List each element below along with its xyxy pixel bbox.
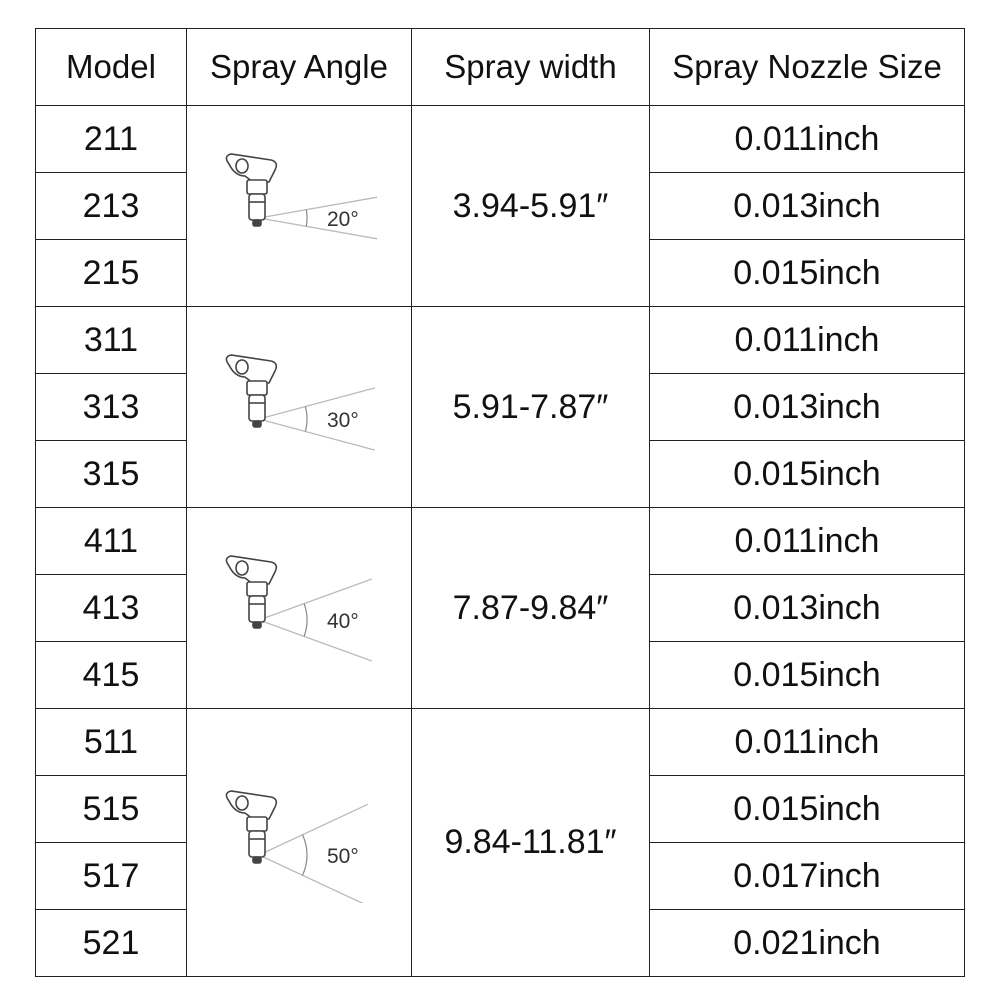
spray-angle-label: 20° [327,208,359,231]
model-cell: 215 [36,240,187,307]
nozzle-size-cell: 0.015inch [650,642,965,709]
angle-arc [306,210,307,227]
tip-body [226,154,276,226]
angle-arc [305,407,307,432]
tip-body [226,556,276,628]
nozzle-size-cell: 0.011inch [650,307,965,374]
model-cell: 311 [36,307,187,374]
spray-width-cell: 3.94-5.91″ [412,106,650,307]
model-cell: 315 [36,441,187,508]
model-cell: 213 [36,173,187,240]
nozzle-size-cell: 0.013inch [650,374,965,441]
header-nozzle-size: Spray Nozzle Size [650,29,965,106]
model-cell: 517 [36,843,187,910]
model-cell: 313 [36,374,187,441]
spray-tip-spec-table [35,28,965,977]
spray-angle-cell [187,709,412,977]
header-row [36,29,965,106]
nozzle-size-cell: 0.017inch [650,843,965,910]
spray-fan-lines [259,197,377,239]
spray-width-cell: 7.87-9.84″ [412,508,650,709]
spray-angle-label: 30° [327,409,359,432]
nozzle-size-cell: 0.013inch [650,173,965,240]
spray-angle-cell [187,307,412,508]
spray-tip-icon [209,146,389,266]
header-spray-angle: Spray Angle [187,29,412,106]
model-cell: 415 [36,642,187,709]
nozzle-size-cell: 0.011inch [650,106,965,173]
table-row [36,106,965,173]
nozzle-size-cell: 0.015inch [650,776,965,843]
nozzle-size-cell: 0.013inch [650,575,965,642]
model-cell: 515 [36,776,187,843]
nozzle-size-cell: 0.011inch [650,709,965,776]
spray-angle-label: 40° [327,610,359,633]
spray-tip-icon [209,347,389,467]
spray-angle-cell [187,106,412,307]
tip-body [226,791,276,863]
model-cell: 211 [36,106,187,173]
angle-arc [303,834,308,875]
table-row [36,709,965,776]
header-model: Model [36,29,187,106]
model-cell: 411 [36,508,187,575]
nozzle-size-cell: 0.011inch [650,508,965,575]
nozzle-size-cell: 0.021inch [650,910,965,977]
nozzle-size-cell: 0.015inch [650,441,965,508]
table-body [36,106,965,977]
spray-width-cell: 5.91-7.87″ [412,307,650,508]
table-row [36,508,965,575]
spray-angle-label: 50° [327,844,359,868]
angle-arc [304,604,307,637]
model-cell: 413 [36,575,187,642]
model-cell: 511 [36,709,187,776]
table-row [36,307,965,374]
spray-angle-cell [187,508,412,709]
spray-tip-icon [209,548,389,668]
model-cell: 521 [36,910,187,977]
header-spray-width: Spray width [412,29,650,106]
nozzle-size-cell: 0.015inch [650,240,965,307]
spray-tip-icon [209,783,389,903]
spray-width-cell: 9.84-11.81″ [412,709,650,977]
